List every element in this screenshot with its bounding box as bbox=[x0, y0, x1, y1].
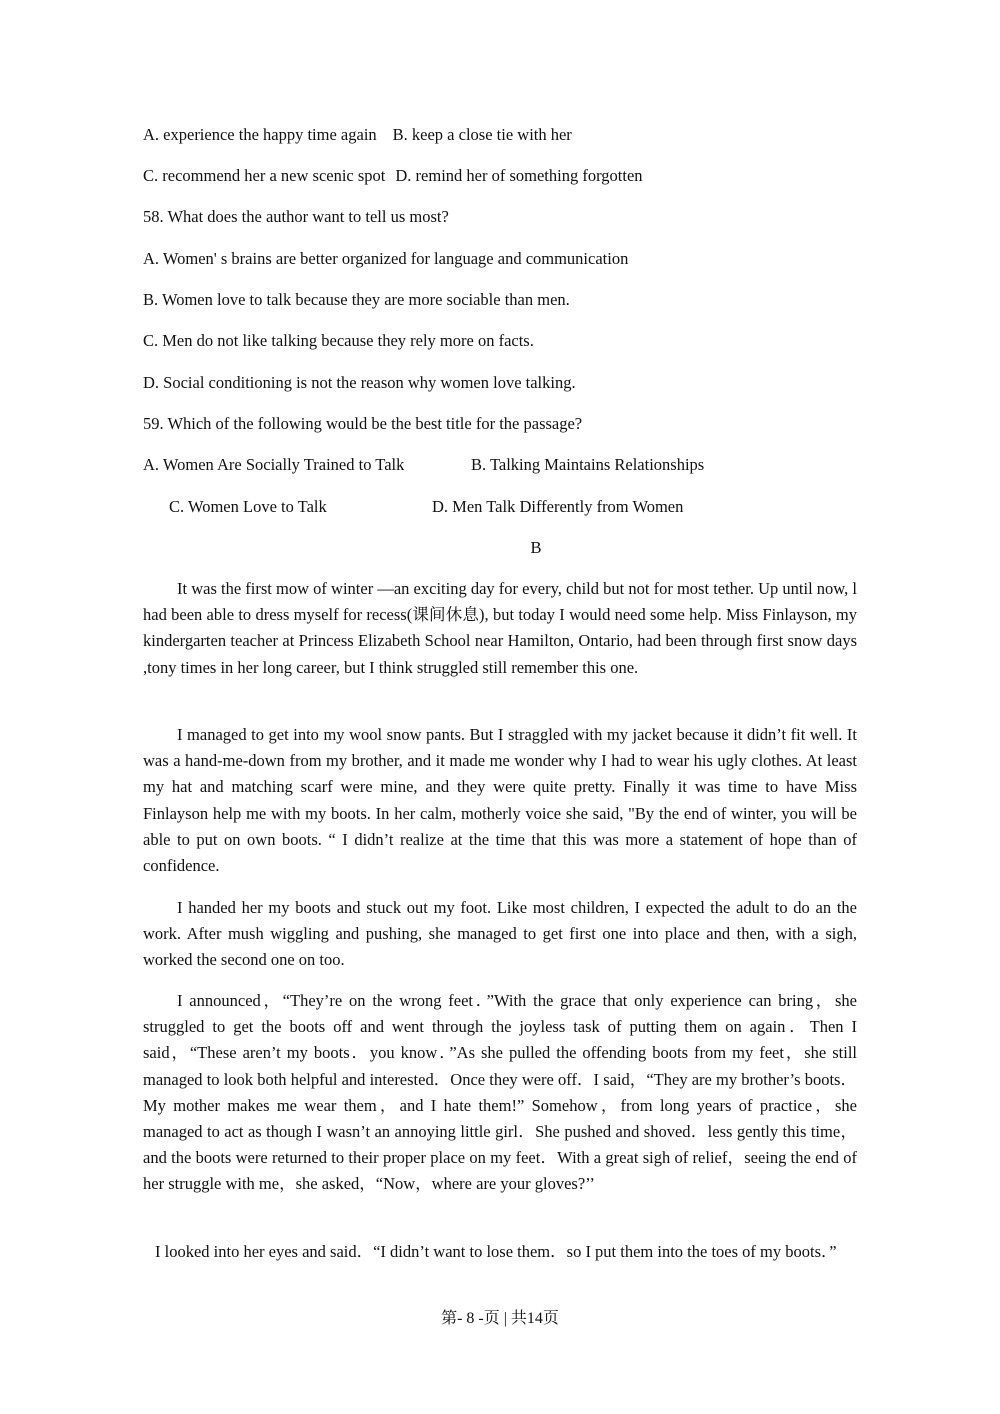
q57-option-a: A. experience the happy time again bbox=[143, 125, 377, 144]
passage-paragraph-5: I looked into her eyes and said．“I didn’t want to lose them．so I put them into the toes of my boots．” bbox=[155, 1242, 837, 1261]
q58-option-c: C. Men do not like talking because they rely more on facts. bbox=[143, 331, 534, 350]
q59-option-a: A. Women Are Socially Trained to Talk bbox=[143, 455, 405, 474]
section-heading: B bbox=[530, 538, 542, 557]
q57-option-c: C. recommend her a new scenic spot bbox=[143, 166, 386, 185]
q57-option-d: D. remind her of something forgotten bbox=[395, 166, 643, 185]
q59-option-b: B. Talking Maintains Relationships bbox=[471, 455, 705, 474]
passage-paragraph-4: I announced，“They’re on the wrong feet．”With the grace that only experience can bring，she struggled to get the boots off and went through the joyless task of putting them on again．Then I said，“These aren’t my boots．you know．”As she pulled the offending boots from my feet，she still managed to look both helpful and interested．Once they were off．I said，“They are my brother’s boots．My mother makes me wear them，and I hate them!” Somehow，from long years of practice，she managed to act as though I wasn’t an annoying little girl．She pushed and shoved．less gently this time，and the boots were returned to their proper place on my feet．With a great sigh of relief，seeing the end of her struggle with me，she asked，“Now，where are your gloves?’’ bbox=[143, 991, 857, 1194]
q57-option-line-1 bbox=[143, 125, 572, 145]
page-number-footer: 第- 8 -页 | 共14页 bbox=[441, 1310, 559, 1327]
q59-option-d: D. Men Talk Differently from Women bbox=[432, 497, 684, 516]
passage-paragraph-3: I handed her my boots and stuck out my foot. Like most children, I expected the adult to do an the work. After mush wiggling and pushing, she managed to get first one into place and then, with a sigh, worked the second one on too. bbox=[143, 898, 857, 970]
q57-option-line-2 bbox=[143, 166, 643, 186]
q58-option-d: D. Social conditioning is not the reason why women love talking. bbox=[143, 373, 576, 392]
q58-question: 58. What does the author want to tell us most? bbox=[143, 207, 449, 226]
q58-option-a: A. Women' s brains are better organized for language and communication bbox=[143, 249, 629, 268]
q58-option-b: B. Women love to talk because they are more sociable than men. bbox=[143, 290, 570, 309]
q59-question: 59. Which of the following would be the best title for the passage? bbox=[143, 414, 583, 433]
q59-option-c: C. Women Love to Talk bbox=[169, 497, 327, 516]
passage-paragraph-1: It was the first mow of winter —an exciting day for every, child but not for most tether. Up until now, l had been able to dress myself for recess(课间休息), but today I would need some help. Miss Finlayson, my kindergarten teacher at Princess Elizabeth School near Hamilton, Ontario, had been through first snow days ,tony times in her long career, but I think struggled still remember this one. bbox=[143, 579, 857, 677]
passage-paragraph-2: I managed to get into my wool snow pants. But I straggled with my jacket because it didn’t fit well. It was a hand-me-down from my brother, and it made me wonder why I had to wear his ugly clothes. At least my hat and matching scarf were mine, and they were quite pretty. Finally it was time to have Miss Finlayson help me with my boots. In her calm, motherly voice she said, "By the end of winter, you will be able to put on own boots. “ I didn’t realize at the time that this was more a statement of hope than of confidence. bbox=[143, 725, 857, 876]
q57-option-b: B. keep a close tie with her bbox=[392, 125, 572, 144]
